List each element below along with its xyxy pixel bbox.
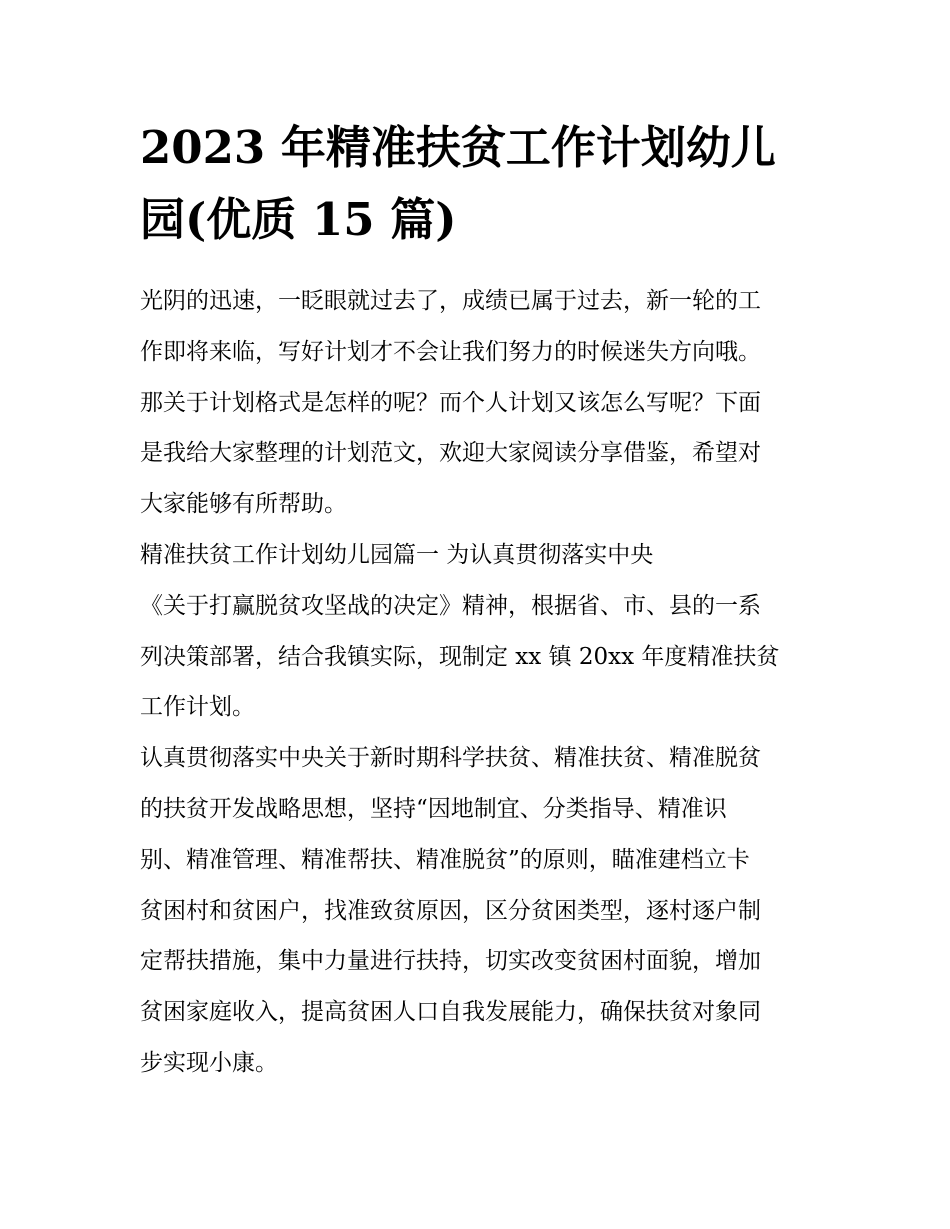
title-line: 园(优质 15 篇) [140, 193, 457, 246]
text-line: 《关于打赢脱贫攻坚战的决定》精神，根据省、市、县的一系 [140, 592, 761, 619]
document-body [140, 276, 812, 1089]
document-title [140, 112, 820, 256]
text-line: 光阴的迅速，一眨眼就过去了，成绩已属于过去，新一轮的工 [140, 288, 761, 314]
section-heading-paragraph [140, 530, 812, 581]
title-line: 2023 年精准扶贫工作计划幼儿 [140, 121, 776, 174]
plan-intro-paragraph [140, 581, 812, 733]
text-line: 精准扶贫工作计划幼儿园篇一 为认真贯彻落实中央 [140, 541, 654, 568]
text-line: 那关于计划格式是怎样的呢？而个人计划又该怎么写呢？下面 [140, 389, 761, 416]
text-line: 是我给大家整理的计划范文，欢迎大家阅读分享借鉴，希望对 [140, 440, 761, 467]
text-line: 贫困村和贫困户，找准致贫原因，区分贫困类型，逐村逐户制 [140, 897, 761, 924]
text-line: 认真贯彻落实中央关于新时期科学扶贫、精准扶贫、精准脱贫 [140, 745, 761, 772]
text-line: 步实现小康。 [140, 1049, 278, 1076]
text-line: 贫困家庭收入，提高贫困人口自我发展能力，确保扶贫对象同 [140, 999, 761, 1026]
intro-paragraph [140, 276, 812, 530]
guiding-principle-paragraph [140, 733, 812, 1089]
text-line: 列决策部署，结合我镇实际，现制定 xx 镇 20xx 年度精准扶贫 [140, 643, 780, 670]
text-line: 大家能够有所帮助。 [140, 491, 347, 518]
text-line: 的扶贫开发战略思想，坚持“因地制宜、分类指导、精准识 [140, 795, 727, 822]
text-line: 作即将来临，写好计划才不会让我们努力的时候迷失方向哦。 [140, 338, 761, 365]
text-line: 别、精准管理、精准帮扶、精准脱贫”的原则，瞄准建档立卡 [140, 846, 750, 873]
text-line: 工作计划。 [140, 694, 255, 721]
text-line: 定帮扶措施，集中力量进行扶持，切实改变贫困村面貌，增加 [140, 948, 761, 975]
